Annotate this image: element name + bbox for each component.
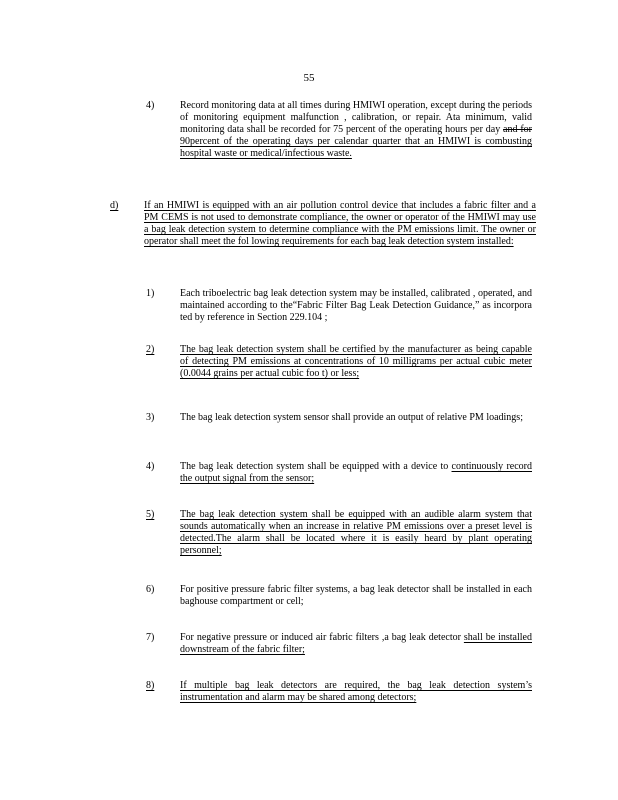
item-number: 6) <box>146 584 155 595</box>
item-text-part: continuously record the output signal from the sensor; <box>180 461 532 484</box>
item-text: For positive pressure fabric filter systems, a bag leak detector shall be installed in each baghouse compartment or cell; <box>180 584 532 607</box>
page-number: 55 <box>303 72 315 84</box>
item-text <box>180 461 532 485</box>
section-letter: d) <box>110 200 119 211</box>
item-number: 1) <box>146 288 155 299</box>
item-number: 5) <box>146 509 155 520</box>
item-number: 7) <box>146 632 155 643</box>
item-text: The bag leak detection system sensor shall provide an output of relative PM loadings; <box>180 412 523 423</box>
item-text-part: shall be installed downstream of the fabric filter; <box>180 632 532 655</box>
item-text: The bag leak detection system shall be equipped with an audible alarm system that sounds automatically when an increase in relative PM emissions over a preset level is detected.The alarm shall be located where it is easily heard by plant operating personnel; <box>180 509 532 556</box>
item-number: 4) <box>146 461 155 472</box>
item-text-part: The bag leak detection system shall be equipped with a device to <box>180 461 452 472</box>
item-text-part: For negative pressure or induced air fabric filters ,a bag leak detector <box>180 632 464 643</box>
section-text: If an HMIWI is equipped with an air pollution control device that includes a fabric filter and a PM CEMS is not used to demonstrate compliance, the owner or operator of the HMIWI may use a bag leak detection system to determine compliance with the PM emissions limit. The owner or operator shall meet the fol lowing requirements for each bag leak detection system installed: <box>144 200 536 247</box>
item-number: 4) <box>146 100 155 111</box>
item-text: If multiple bag leak detectors are required, the bag leak detection system’s instrumentation and alarm may be shared among detectors; <box>180 680 532 703</box>
item-text <box>180 632 532 656</box>
item-text: The bag leak detection system shall be certified by the manufacturer as being capable of detecting PM emissions at concentrations of 10 milligrams per actual cubic meter (0.0044 grains per actual cubic foo t) or less; <box>180 344 532 379</box>
item-text: Each triboelectric bag leak detection system may be installed, calibrated , operated, and maintained according to the“Fabric Filter Bag Leak Detection Guidance,” as incorpora ted by reference in Section 229.104 ; <box>180 288 532 323</box>
item-text-part: 90percent of the operating days per calendar quarter that an HMIWI is combusting hospital waste or medical/infectious waste. <box>180 136 532 159</box>
item-number: 8) <box>146 680 155 691</box>
item-number: 3) <box>146 412 155 423</box>
struck-text: and for <box>503 124 532 135</box>
item-number: 2) <box>146 344 155 355</box>
item-text-part: Record monitoring data at all times during HMIWI operation, except during the periods of monitoring equipment malfunction , calibration, or repair. Ata minimum, valid monitoring data shall be recorded for 75 percent of the operating hours per day <box>180 100 532 135</box>
item-text <box>180 100 532 160</box>
